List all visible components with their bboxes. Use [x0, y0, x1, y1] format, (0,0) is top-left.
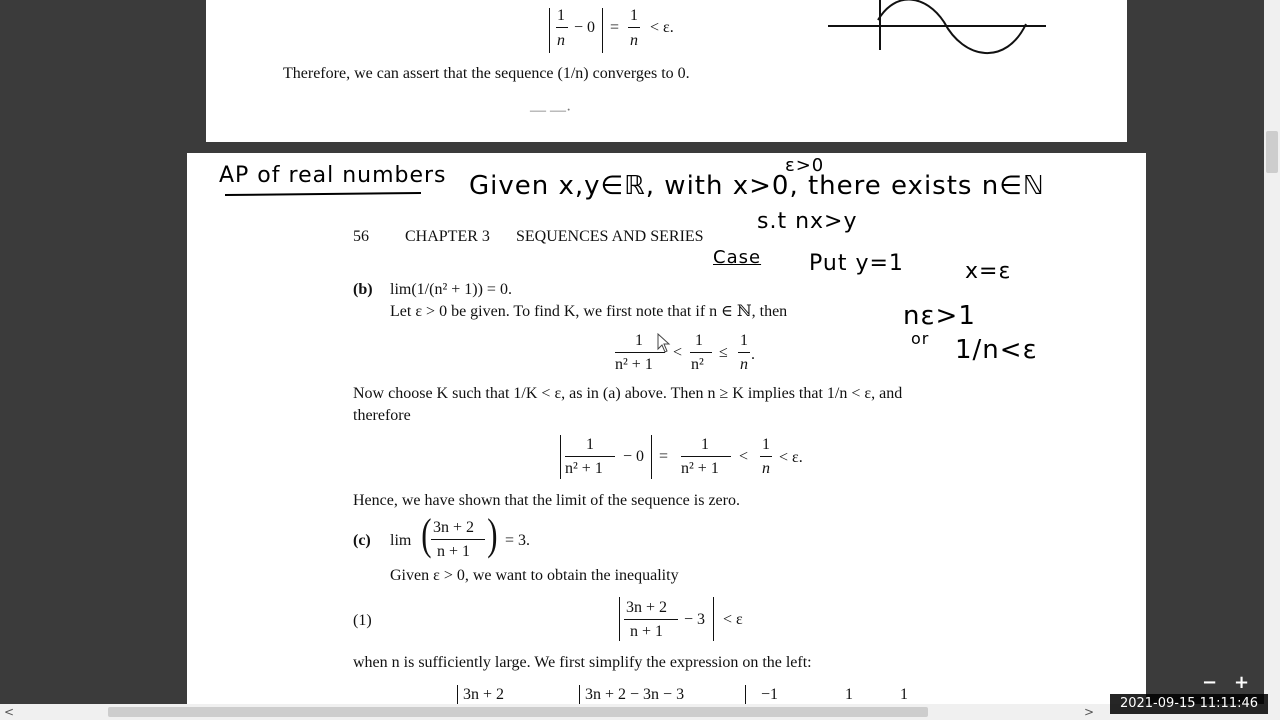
c-frac-num: 1 — [586, 436, 594, 453]
hence-text: Hence, we have shown that the limit of the sequence is zero. — [353, 492, 740, 509]
right-paren: ) — [487, 510, 498, 559]
part-c-lim: lim — [390, 532, 412, 549]
part-c-intro: Given ε > 0, we want to obtain the inequality — [390, 567, 679, 584]
b-le: ≤ — [719, 344, 728, 361]
left-paren: ( — [421, 510, 432, 559]
eq1-label: (1) — [353, 612, 372, 629]
current-page — [187, 153, 1146, 720]
fraction-bar — [738, 352, 750, 353]
handwritten-case: Case — [713, 247, 762, 268]
part-c-den: n + 1 — [437, 543, 471, 560]
b-frac3-num: 1 — [740, 332, 748, 349]
ineq-tail: < ε. — [650, 19, 674, 36]
c-minus-zero: − 0 — [623, 448, 645, 465]
previous-page — [206, 0, 1127, 142]
part-c-num: 3n + 2 — [433, 519, 475, 536]
horizontal-scroll-thumb[interactable] — [108, 707, 928, 717]
abs-bar-left — [560, 435, 561, 479]
b-frac2-num: 1 — [695, 332, 703, 349]
part-c-tail: = 3. — [505, 532, 531, 549]
handwritten-or: or — [911, 329, 930, 348]
chapter-title: SEQUENCES AND SERIES — [516, 228, 704, 245]
b-lt: < — [673, 344, 683, 361]
c-frac2-num: 1 — [701, 436, 709, 453]
abs-bar-right — [602, 8, 603, 53]
when-n-text: when n is sufficiently large. We first simplify the expression on the left: — [353, 654, 812, 671]
page-number: 56 — [353, 228, 369, 245]
ineq-minus-zero: − 0 — [574, 19, 596, 36]
abs-bar-left — [549, 8, 550, 53]
handwritten-given: Given x,y∈ℝ, with x>0, there exists n∈ℕ — [469, 171, 1045, 201]
c-frac-den: n² + 1 — [565, 460, 603, 477]
abs-bar-right — [713, 597, 714, 641]
now-choose-line2: therefore — [353, 407, 411, 424]
c-tail: < ε. — [779, 449, 803, 466]
part-b-intro: Let ε > 0 be given. To find K, we first note that if n ∈ ℕ, then — [390, 303, 788, 320]
handwritten-n-eps: nε>1 — [903, 301, 976, 331]
b-period: . — [751, 346, 755, 363]
part-b-label: (b) — [353, 281, 373, 298]
fraction-bar — [565, 456, 615, 457]
conclusion-text: Therefore, we can assert that the sequence (1/n) converges to 0. — [283, 65, 690, 82]
bottom-expr-d: 1 — [845, 686, 853, 703]
ineq-right-den: n — [630, 32, 638, 49]
c-frac3-num: 1 — [762, 436, 770, 453]
c-lt: < — [739, 448, 749, 465]
mouse-cursor-icon — [657, 333, 671, 353]
fraction-bar — [760, 456, 772, 457]
horizontal-scrollbar[interactable] — [0, 704, 1280, 720]
handwritten-recip: 1/n<ε — [955, 335, 1038, 365]
abs-bar-right — [651, 435, 652, 479]
eq1-den: n + 1 — [630, 623, 664, 640]
bottom-expr-e: 1 — [900, 686, 908, 703]
header-underline — [223, 191, 423, 199]
fraction-bar — [556, 27, 568, 28]
fraction-bar — [624, 619, 678, 620]
bottom-expr-a: 3n + 2 — [463, 686, 505, 703]
b-frac1-num: 1 — [635, 332, 643, 349]
fraction-bar — [690, 352, 712, 353]
sine-sketch — [826, 0, 1050, 66]
bottom-expr-b: 3n + 2 − 3n − 3 — [585, 686, 685, 703]
ineq-right-num: 1 — [630, 7, 638, 24]
fraction-bar — [431, 539, 485, 540]
c-eq: = — [659, 448, 669, 465]
fraction-bar — [628, 27, 640, 28]
b-frac2-den: n² — [691, 356, 704, 373]
handwritten-st: s.t nx>y — [757, 209, 858, 234]
vertical-scroll-thumb[interactable] — [1266, 131, 1278, 173]
b-frac1-den: n² + 1 — [615, 356, 653, 373]
eq1-num: 3n + 2 — [626, 599, 668, 616]
eq1-minus3: − 3 — [684, 611, 706, 628]
b-frac3-den: n — [740, 356, 748, 373]
fraction-bar — [681, 456, 731, 457]
ineq-left-num: 1 — [557, 7, 565, 24]
handwritten-put: Put y=1 — [809, 251, 904, 276]
now-choose-line1: Now choose K such that 1/K < ε, as in (a) above. Then n ≥ K implies that 1/n < ε, and — [353, 385, 903, 402]
c-frac3-den: n — [762, 460, 770, 477]
handwritten-header-note: AP of real numbers — [219, 163, 447, 188]
ineq-left-den: n — [557, 32, 565, 49]
eq1-tail: < ε — [723, 611, 743, 628]
timestamp-overlay: 2021-09-15 11:11:46 — [1110, 694, 1268, 714]
scroll-right-arrow-icon[interactable]: > — [1084, 705, 1095, 719]
bottom-expr-c: −1 — [761, 686, 779, 703]
c-frac2-den: n² + 1 — [681, 460, 719, 477]
scroll-left-arrow-icon[interactable]: < — [4, 705, 15, 719]
vertical-scrollbar[interactable] — [1264, 0, 1280, 704]
part-c-label: (c) — [353, 532, 371, 549]
part-b-statement: lim(1/(n² + 1)) = 0. — [390, 281, 512, 298]
abs-bar-left — [619, 597, 620, 641]
handwritten-x-eq: x=ε — [965, 259, 1012, 284]
chapter-label: CHAPTER 3 — [405, 228, 490, 245]
zoom-in-button[interactable]: + — [1234, 672, 1250, 693]
zoom-out-button[interactable]: − — [1202, 672, 1218, 693]
ineq-eq: = — [610, 19, 620, 36]
handwritten-eps-above: ε>0 — [785, 155, 825, 176]
page-end-dashes: — —· — [530, 102, 572, 119]
